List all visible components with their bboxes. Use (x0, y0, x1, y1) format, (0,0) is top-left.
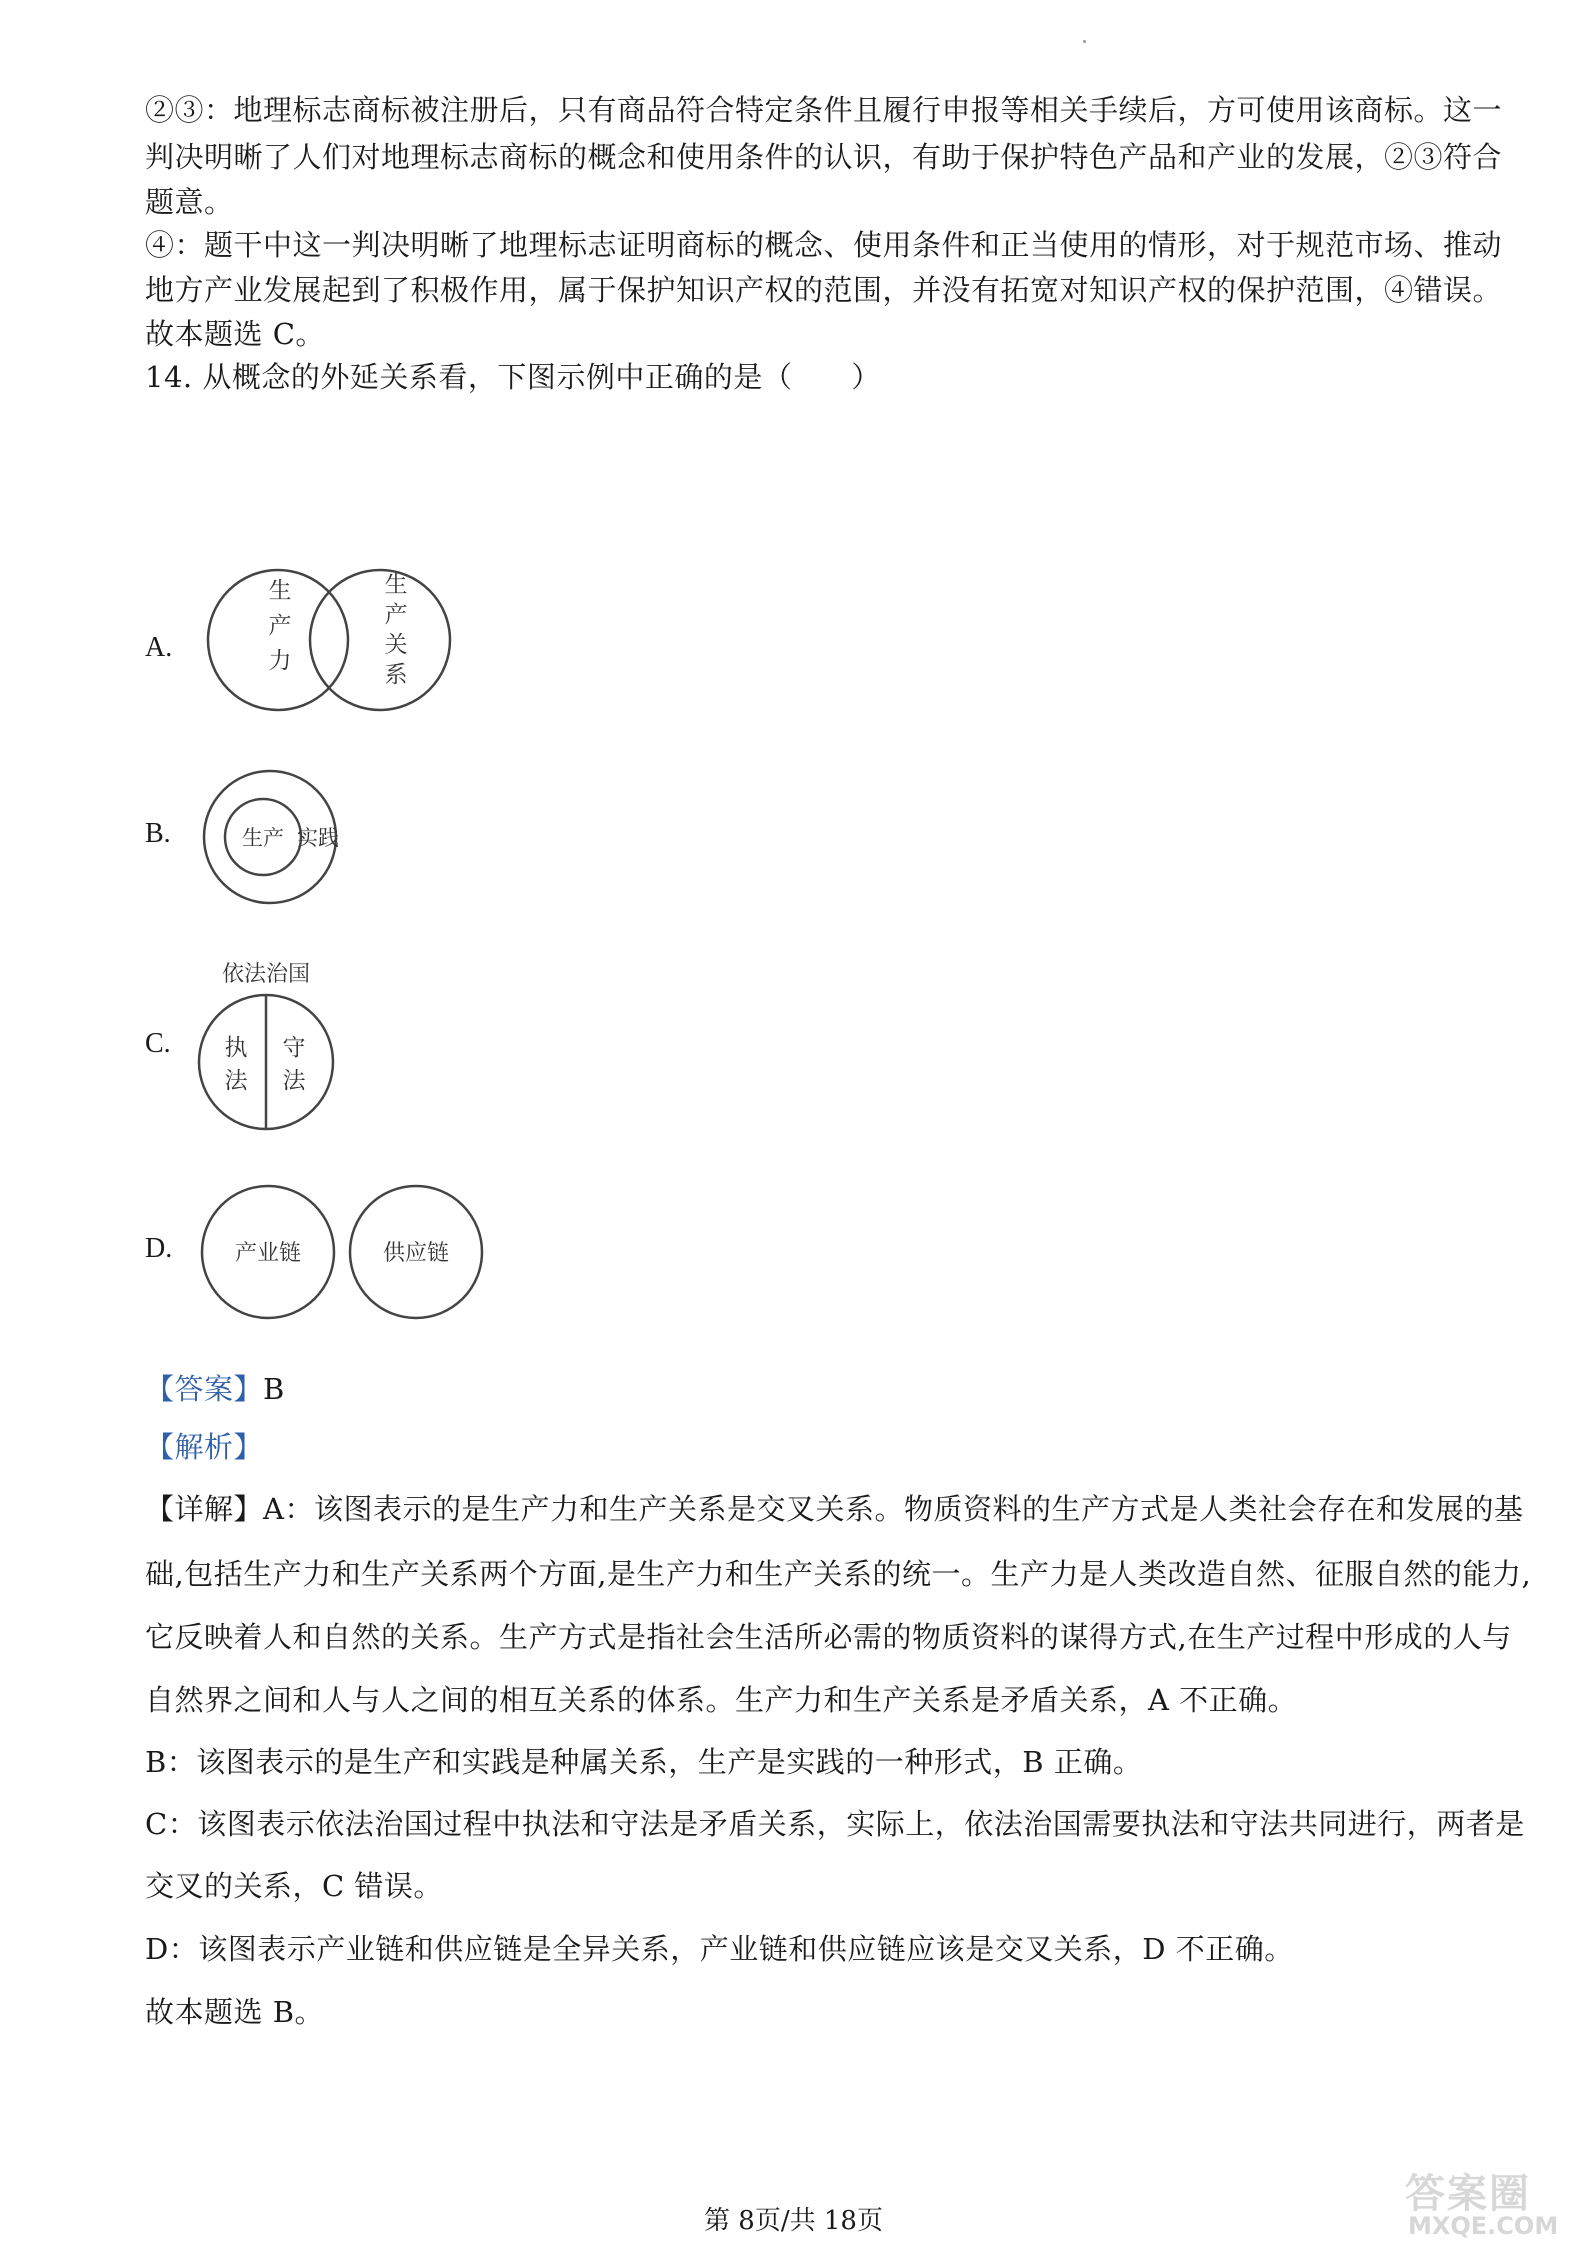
c-right-char-1: 守 (282, 1035, 306, 1061)
question-stem: 14. 从概念的外延关系看，下图示例中正确的是（ ） (145, 360, 881, 394)
relations-circle (310, 570, 450, 710)
detail-line-5: B：该图表示的是生产和实践是种属关系，生产是实践的一种形式，B 正确。 (145, 1745, 1143, 1779)
analysis-tag: 【解析】 (145, 1430, 264, 1464)
option-c-label: C. (145, 1028, 171, 1059)
option-d-diagram (198, 1180, 498, 1330)
b-outer-label: 实践 (297, 826, 339, 850)
detail-line-7: 交叉的关系，C 错误。 (145, 1869, 443, 1903)
a-right-char-2: 产 (384, 602, 408, 628)
prev-line-2: 判决明晰了人们对地理标志商标的概念和使用条件的认识，有助于保护特色产品和产业的发展，②③符合 (145, 140, 1503, 174)
prev-line-1: ②③：地理标志商标被注册后，只有商品符合特定条件且履行申报等相关手续后，方可使用该商标。这一 (145, 93, 1503, 127)
answer-value: B (263, 1372, 285, 1406)
a-left-char-2: 产 (268, 613, 292, 639)
prev-line-3: 题意。 (145, 185, 234, 219)
c-right-char-2: 法 (282, 1068, 306, 1094)
option-b-diagram (200, 765, 360, 915)
detail-line-3: 它反映着人和自然的关系。生产方式是指社会生活所必需的物质资料的谋得方式,在生产过程中形成的人与 (145, 1620, 1512, 1654)
prev-line-4: ④：题干中这一判决明晰了地理标志证明商标的概念、使用条件和正当使用的情形，对于规范市场、推动 (145, 228, 1503, 262)
option-d-label: D. (145, 1233, 173, 1264)
a-right-char-3: 关 (384, 632, 408, 658)
a-right-char-4: 系 (384, 662, 408, 688)
answer-line (145, 1367, 285, 1408)
option-a-diagram (200, 550, 460, 730)
prev-line-6: 故本题选 C。 (145, 317, 325, 351)
watermark-url: MXQE.COM (1408, 2212, 1559, 2240)
detail-line-6: C：该图表示依法治国过程中执法和守法是矛盾关系，实际上，依法治国需要执法和守法共同进行，两者是 (145, 1807, 1525, 1841)
a-right-char-1: 生 (384, 572, 408, 598)
detail-text-1: A：该图表示的是生产力和生产关系是交叉关系。物质资料的生产方式是人类社会存在和发展的基 (263, 1492, 1524, 1526)
d-right-label: 供应链 (382, 1241, 450, 1266)
scan-dot (1083, 40, 1086, 43)
a-left-char-3: 力 (268, 648, 292, 674)
a-left-char-1: 生 (268, 578, 292, 604)
watermark-logo: 答案圈 (1405, 2171, 1531, 2217)
detail-line-1 (145, 1487, 1523, 1528)
option-b-label: B. (145, 818, 171, 849)
page-number: 第 8页/共 18页 (704, 2206, 883, 2236)
option-c-diagram (188, 955, 358, 1135)
c-left-char-2: 法 (224, 1068, 248, 1094)
detail-line-9: 故本题选 B。 (145, 1995, 325, 2029)
prev-line-5: 地方产业发展起到了积极作用，属于保护知识产权的范围，并没有拓宽对知识产权的保护范围，④错误。 (145, 273, 1503, 307)
d-left-label: 产业链 (234, 1241, 302, 1266)
detail-tag: 【详解】 (145, 1492, 264, 1526)
detail-line-8: D：该图表示产业链和供应链是全异关系，产业链和供应链应该是交叉关系，D 不正确。 (145, 1932, 1294, 1966)
answer-tag: 【答案】 (145, 1372, 264, 1406)
c-title: 依法治国 (221, 962, 311, 987)
c-left-char-1: 执 (224, 1035, 248, 1061)
detail-line-4: 自然界之间和人与人之间的相互关系的体系。生产力和生产关系是矛盾关系，A 不正确。 (145, 1683, 1298, 1717)
option-a-label: A. (145, 632, 173, 663)
detail-line-2: 础,包括生产力和生产关系两个方面,是生产力和生产关系的统一。生产力是人类改造自然、征服自然的能力, (145, 1557, 1532, 1591)
b-inner-label: 生产 (242, 826, 284, 850)
